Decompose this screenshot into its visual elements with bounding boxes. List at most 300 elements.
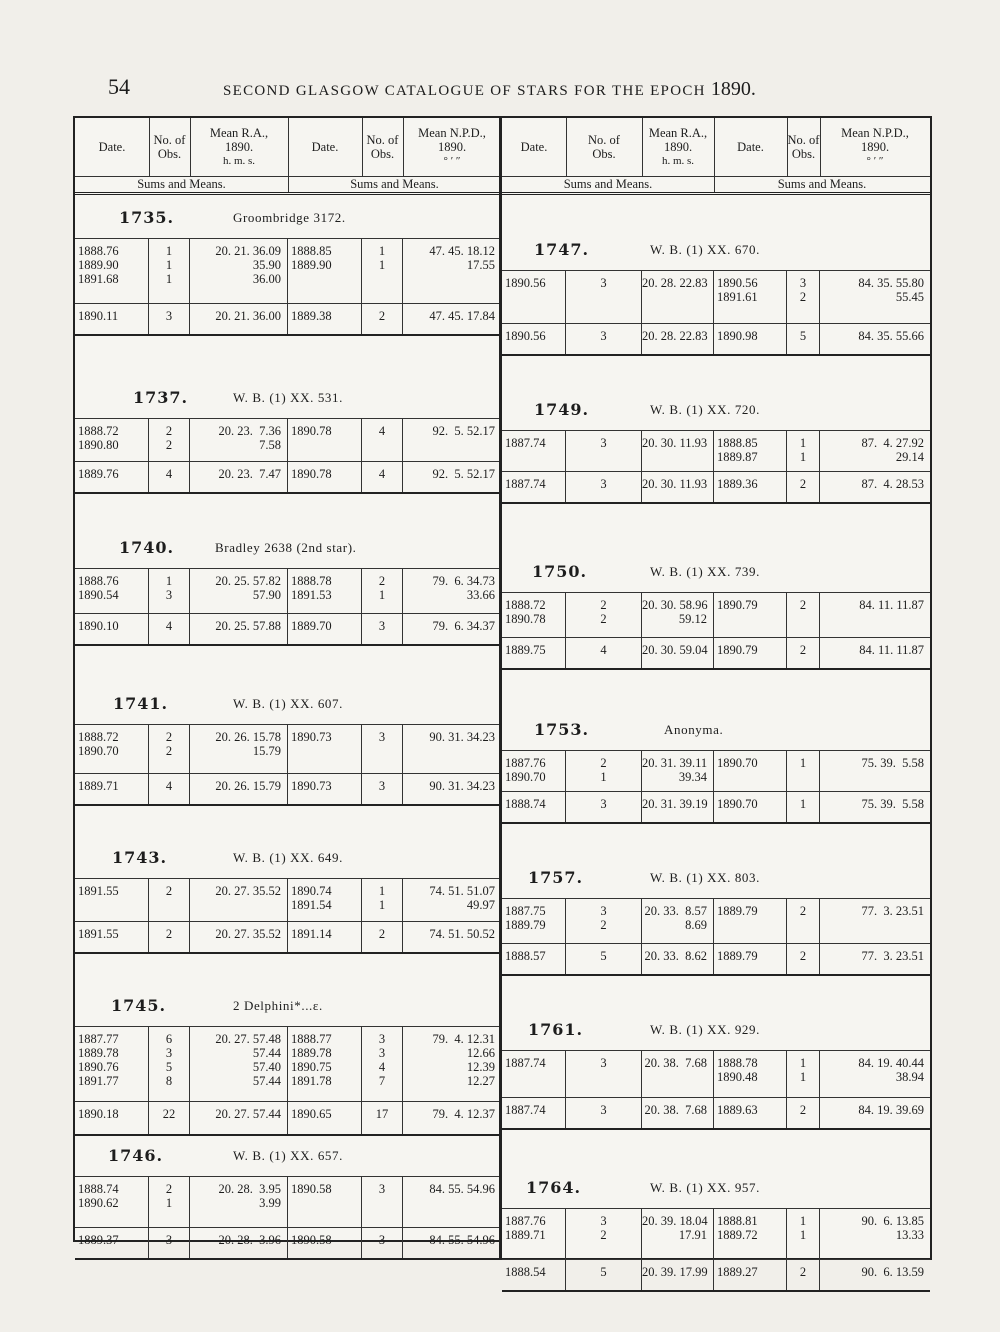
date-cell: 1890.65: [288, 1102, 362, 1134]
date-cell: 1887.76 1889.71: [502, 1209, 566, 1259]
mean-npd-cell: 87. 4. 28.53: [861, 477, 924, 491]
mean-ra-cell: 20. 27. 35.52: [190, 879, 288, 921]
observations-row: [502, 899, 930, 944]
star-entry-title: [75, 840, 501, 872]
date-cell: 1890.73: [288, 774, 362, 804]
date-cell: 1888.81 1889.72: [714, 1209, 787, 1259]
obs-count-cell: 2: [149, 879, 190, 921]
star-number: 1761.: [528, 1020, 584, 1039]
mean-npd-cell: 79. 6. 34.37: [432, 619, 495, 633]
obs-count-cell: 5: [787, 324, 820, 354]
obs-count-cell: 5: [566, 944, 642, 974]
date-cell: 1888.77 1889.78 1890.75 1891.78: [288, 1027, 362, 1101]
star-entry-title: [502, 1012, 930, 1044]
sums-means-row: [502, 324, 930, 354]
obs-count-cell: 3: [566, 431, 642, 471]
sums-means-label: Sums and Means.: [75, 176, 289, 192]
star-number: 1749.: [534, 400, 590, 419]
date-cell: 1890.10: [75, 614, 149, 644]
observation-table: [75, 568, 501, 646]
mean-npd-cell: 79. 6. 34.73 33.66: [432, 574, 495, 602]
sums-means-row: [75, 922, 501, 952]
mean-npd-cell: 47. 45. 18.12 17.55: [429, 244, 495, 272]
obs-count-cell: 2: [787, 472, 820, 502]
obs-count-cell: 4: [362, 462, 403, 492]
star-name: W. B. (1) XX. 720.: [650, 402, 760, 417]
mean-ra-cell: 20. 31. 39.11 39.34: [642, 751, 714, 791]
mean-npd-cell: 77. 3. 23.51: [861, 904, 924, 918]
obs-count-cell: 2 1: [566, 751, 642, 791]
sums-means-row: [75, 1228, 501, 1258]
mean-ra-cell: 20. 27. 35.52: [190, 922, 288, 952]
sums-means-row: [75, 1102, 501, 1134]
star-entry-title: [502, 860, 930, 892]
date-cell: 1888.57: [502, 944, 566, 974]
star-entry-title: [75, 1138, 501, 1170]
date-cell: 1887.74: [502, 431, 566, 471]
obs-count-cell: 3: [149, 1228, 190, 1258]
observations-row: [75, 239, 501, 304]
column-header: [75, 118, 501, 195]
obs-count-cell: 3 3 4 7: [362, 1027, 403, 1101]
obs-count-cell: 6 3 5 8: [149, 1027, 190, 1101]
header-date: [714, 118, 788, 176]
mean-ra-cell: 20. 23. 7.47: [190, 462, 288, 492]
obs-count-cell: 4: [566, 638, 642, 668]
observations-row: [502, 431, 930, 472]
date-cell: 1890.74 1891.54: [288, 879, 362, 921]
date-cell: 1887.74: [502, 1051, 566, 1097]
star-name: W. B. (1) XX. 803.: [650, 870, 760, 885]
header-text: Obs.: [157, 147, 182, 161]
obs-count-cell: 1: [787, 751, 820, 791]
date-cell: 1888.85 1889.87: [714, 431, 787, 471]
header-date: [75, 118, 150, 176]
obs-count-cell: 1 1: [362, 239, 403, 303]
sums-means-label: Sums and Means.: [502, 176, 715, 192]
header-text: ° ′ ″: [443, 155, 461, 167]
obs-count-cell: 2: [362, 304, 403, 334]
observation-table: [502, 1208, 930, 1292]
header-mean-npd: [820, 118, 930, 176]
star-number: 1743.: [112, 848, 168, 867]
date-cell: 1888.74 1890.62: [75, 1177, 149, 1227]
star-entry-title: [75, 380, 501, 412]
observations-row: [75, 569, 501, 614]
star-name: W. B. (1) XX. 649.: [233, 850, 343, 865]
mean-npd-cell: 84. 35. 55.66: [858, 329, 924, 343]
date-cell: 1890.78: [288, 419, 362, 461]
mean-npd-cell: 74. 51. 51.07 49.97: [429, 884, 495, 912]
date-cell: 1890.58: [288, 1177, 362, 1227]
mean-ra-cell: 20. 27. 57.44: [190, 1102, 288, 1134]
star-name: W. B. (1) XX. 929.: [650, 1022, 760, 1037]
sums-means-row: [502, 944, 930, 974]
left-column: [73, 116, 501, 1247]
obs-count-cell: 3: [362, 1228, 403, 1258]
obs-count-cell: 3: [566, 1051, 642, 1097]
star-name: W. B. (1) XX. 531.: [233, 390, 343, 405]
mean-npd-cell: 90. 6. 13.59: [861, 1265, 924, 1279]
obs-count-cell: 1 1: [787, 1209, 820, 1259]
obs-count-cell: 4: [149, 614, 190, 644]
obs-count-cell: 1 3: [149, 569, 190, 613]
mean-npd-cell: 84. 19. 40.44 38.94: [858, 1056, 924, 1084]
obs-count-cell: 2: [787, 899, 820, 943]
obs-count-cell: 3 2: [566, 1209, 642, 1259]
mean-ra-cell: 20. 28. 22.83: [642, 324, 714, 354]
date-cell: 1888.76 1889.90 1891.68: [75, 239, 149, 303]
star-entry-title: [502, 1170, 930, 1202]
header-mean-npd: [403, 118, 501, 176]
mean-ra-cell: 20. 30. 59.04: [642, 638, 714, 668]
date-cell: 1888.85 1889.90: [288, 239, 362, 303]
mean-ra-cell: 20. 21. 36.00: [190, 304, 288, 334]
star-name: W. B. (1) XX. 957.: [650, 1180, 760, 1195]
obs-count-cell: 1: [787, 792, 820, 822]
observations-row: [502, 751, 930, 792]
mean-npd-cell: 84. 55. 54.96: [429, 1233, 495, 1247]
obs-count-cell: 3: [566, 1098, 642, 1128]
observation-table: [75, 418, 501, 494]
star-entry-title: [502, 712, 930, 744]
star-number: 1741.: [113, 694, 169, 713]
header-text: Mean N.P.D.,: [841, 126, 909, 140]
date-cell: 1891.55: [75, 922, 149, 952]
mean-npd-cell: 87. 4. 27.92 29.14: [861, 436, 924, 464]
star-entry-title: [75, 686, 501, 718]
obs-count-cell: 2 2: [149, 725, 190, 773]
header-text: Mean R.A.,: [209, 126, 269, 140]
date-cell: 1888.76 1890.54: [75, 569, 149, 613]
date-cell: 1889.79: [714, 944, 787, 974]
obs-count-cell: 2: [362, 922, 403, 952]
obs-count-cell: 2 1: [149, 1177, 190, 1227]
date-cell: 1891.14: [288, 922, 362, 952]
mean-ra-cell: 20. 33. 8.62: [642, 944, 714, 974]
date-cell: 1890.18: [75, 1102, 149, 1134]
obs-count-cell: 2: [787, 593, 820, 637]
obs-count-cell: 4: [362, 419, 403, 461]
header-obs: [362, 118, 404, 176]
obs-count-cell: 1 1 1: [149, 239, 190, 303]
obs-count-cell: 2: [787, 1260, 820, 1290]
date-cell: 1887.74: [502, 472, 566, 502]
header-text: ° ′ ″: [866, 155, 884, 167]
observations-row: [75, 1027, 501, 1102]
mean-ra-cell: 20. 23. 7.36 7.58: [190, 419, 288, 461]
obs-count-cell: 2 2: [149, 419, 190, 461]
mean-npd-cell: 79. 4. 12.31 12.66 12.39 12.27: [432, 1032, 495, 1088]
star-entry-title: [75, 200, 501, 232]
header-text: Obs.: [370, 147, 395, 161]
date-cell: 1890.70: [714, 751, 787, 791]
column-header: [502, 118, 930, 195]
obs-count-cell: 3: [362, 774, 403, 804]
star-number: 1757.: [528, 868, 584, 887]
mean-ra-cell: 20. 39. 17.99: [642, 1260, 714, 1290]
header-text: No. of: [153, 133, 186, 147]
mean-npd-cell: 90. 31. 34.23: [429, 779, 495, 793]
date-cell: 1890.11: [75, 304, 149, 334]
star-name: W. B. (1) XX. 739.: [650, 564, 760, 579]
star-number: 1764.: [526, 1178, 582, 1197]
star-name: W. B. (1) XX. 657.: [233, 1148, 343, 1163]
date-cell: 1890.70: [714, 792, 787, 822]
date-cell: 1888.72 1890.80: [75, 419, 149, 461]
header-text: No. of: [588, 133, 620, 147]
date-cell: 1890.56: [502, 324, 566, 354]
observations-row: [502, 271, 930, 324]
mean-ra-cell: 20. 25. 57.82 57.90: [190, 569, 288, 613]
star-entry-title: [75, 530, 501, 562]
date-cell: 1889.75: [502, 638, 566, 668]
sums-means-row: [502, 1098, 930, 1128]
mean-ra-cell: 20. 30. 58.96 59.12: [642, 593, 714, 637]
star-name: Groombridge 3172.: [233, 210, 346, 225]
date-cell: 1890.78: [288, 462, 362, 492]
date-cell: 1889.71: [75, 774, 149, 804]
header-text: Date.: [98, 140, 126, 154]
date-cell: 1890.79: [714, 593, 787, 637]
obs-count-cell: 1 1: [787, 1051, 820, 1097]
header-obs: [149, 118, 191, 176]
mean-ra-cell: 20. 28. 3.95 3.99: [190, 1177, 288, 1227]
date-cell: 1888.54: [502, 1260, 566, 1290]
sums-means-row: [502, 638, 930, 668]
header-text: 1890.: [224, 140, 254, 154]
observation-table: [502, 430, 930, 504]
date-cell: 1889.76: [75, 462, 149, 492]
date-cell: 1889.79: [714, 899, 787, 943]
date-cell: 1889.36: [714, 472, 787, 502]
obs-count-cell: 3 2: [787, 271, 820, 323]
date-cell: 1890.56: [502, 271, 566, 323]
obs-count-cell: 3: [149, 304, 190, 334]
date-cell: 1889.70: [288, 614, 362, 644]
mean-npd-cell: 92. 5. 52.17: [432, 467, 495, 481]
observation-table: [75, 724, 501, 806]
star-number: 1750.: [532, 562, 588, 581]
obs-count-cell: 3 2: [566, 899, 642, 943]
page-header: [108, 70, 808, 110]
date-cell: 1887.77 1889.78 1890.76 1891.77: [75, 1027, 149, 1101]
sums-means-row: [502, 472, 930, 502]
header-text: Mean R.A.,: [648, 126, 708, 140]
sums-means-row: [75, 774, 501, 804]
star-number: 1745.: [111, 996, 167, 1015]
mean-npd-cell: 84. 35. 55.80 55.45: [858, 276, 924, 304]
mean-ra-cell: 20. 39. 18.04 17.91: [642, 1209, 714, 1259]
header-text: Date.: [520, 140, 548, 154]
star-name: W. B. (1) XX. 670.: [650, 242, 760, 257]
date-cell: 1887.74: [502, 1098, 566, 1128]
date-cell: 1888.72 1890.78: [502, 593, 566, 637]
star-name: W. B. (1) XX. 607.: [233, 696, 343, 711]
sums-means-row: [75, 462, 501, 492]
mean-ra-cell: 20. 28. 22.83: [642, 271, 714, 323]
obs-count-cell: 3: [566, 271, 642, 323]
obs-count-cell: 4: [149, 462, 190, 492]
observation-table: [502, 1050, 930, 1130]
date-cell: 1888.78 1890.48: [714, 1051, 787, 1097]
mean-npd-cell: 75. 39. 5.58: [861, 797, 924, 811]
date-cell: 1890.56 1891.61: [714, 271, 787, 323]
sums-means-row: [75, 614, 501, 644]
obs-count-cell: 3: [362, 725, 403, 773]
date-cell: 1890.58: [288, 1228, 362, 1258]
obs-count-cell: 3: [566, 324, 642, 354]
obs-count-cell: 3: [566, 472, 642, 502]
observations-row: [75, 879, 501, 922]
date-cell: 1889.37: [75, 1228, 149, 1258]
observations-row: [502, 1209, 930, 1260]
star-entry-title: [502, 232, 930, 264]
obs-count-cell: 2: [787, 944, 820, 974]
date-cell: 1889.38: [288, 304, 362, 334]
mean-ra-cell: 20. 33. 8.57 8.69: [642, 899, 714, 943]
header-text: 1890.: [437, 140, 467, 154]
mean-npd-cell: 84. 19. 39.69: [858, 1103, 924, 1117]
page-number: 54: [108, 74, 130, 99]
header-text: Obs.: [592, 147, 616, 161]
header-text: Date.: [311, 140, 339, 154]
obs-count-cell: 2: [787, 638, 820, 668]
page-title: SECOND GLASGOW CATALOGUE OF STARS FOR THE EPOCH 1890.: [223, 78, 756, 100]
obs-count-cell: 3: [362, 614, 403, 644]
observations-row: [75, 725, 501, 774]
observations-row: [502, 1051, 930, 1098]
date-cell: 1890.73: [288, 725, 362, 773]
date-cell: 1887.76 1890.70: [502, 751, 566, 791]
star-number: 1747.: [534, 240, 590, 259]
star-number: 1753.: [534, 720, 590, 739]
star-entry-title: [502, 554, 930, 586]
header-date: [288, 118, 363, 176]
observation-table: [502, 750, 930, 824]
mean-npd-cell: 90. 6. 13.85 13.33: [861, 1214, 924, 1242]
observations-row: [75, 419, 501, 462]
mean-ra-cell: 20. 26. 15.79: [190, 774, 288, 804]
header-obs: [787, 118, 821, 176]
header-text: Mean N.P.D.,: [418, 126, 486, 140]
observation-table: [75, 878, 501, 954]
sums-means-row: [502, 1260, 930, 1290]
sums-means-label: Sums and Means.: [714, 176, 930, 192]
date-cell: 1889.27: [714, 1260, 787, 1290]
observation-table: [502, 898, 930, 976]
star-number: 1737.: [133, 388, 189, 407]
star-entry-title: [502, 392, 930, 424]
star-number: 1746.: [108, 1146, 164, 1165]
obs-count-cell: 2: [787, 1098, 820, 1128]
mean-ra-cell: 20. 27. 57.48 57.44 57.40 57.44: [190, 1027, 288, 1101]
obs-count-cell: 3: [362, 1177, 403, 1227]
mean-ra-cell: 20. 21. 36.09 35.90 36.00: [190, 239, 288, 303]
observations-row: [75, 1177, 501, 1228]
mean-ra-cell: 20. 28. 3.96: [190, 1228, 288, 1258]
date-cell: 1888.72 1890.70: [75, 725, 149, 773]
header-text: Date.: [737, 140, 764, 154]
obs-count-cell: 22: [149, 1102, 190, 1134]
mean-ra-cell: 20. 30. 11.93: [642, 431, 714, 471]
obs-count-cell: 3: [566, 792, 642, 822]
mean-ra-cell: 20. 31. 39.19: [642, 792, 714, 822]
obs-count-cell: 5: [566, 1260, 642, 1290]
obs-count-cell: 17: [362, 1102, 403, 1134]
obs-count-cell: 2 2: [566, 593, 642, 637]
mean-ra-cell: 20. 38. 7.68: [642, 1098, 714, 1128]
header-mean-ra: [190, 118, 289, 176]
observation-table: [75, 1176, 501, 1260]
obs-count-cell: 1 1: [362, 879, 403, 921]
sums-means-label: Sums and Means.: [288, 176, 501, 192]
star-entry-title: [75, 988, 501, 1020]
right-column: [499, 116, 932, 1279]
header-date: [502, 118, 567, 176]
header-text: 1890.: [860, 140, 890, 154]
mean-npd-cell: 77. 3. 23.51: [861, 949, 924, 963]
mean-ra-cell: 20. 38. 7.68: [642, 1051, 714, 1097]
date-cell: 1890.79: [714, 638, 787, 668]
observations-row: [502, 593, 930, 638]
date-cell: 1891.55: [75, 879, 149, 921]
mean-npd-cell: 74. 51. 50.52: [429, 927, 495, 941]
mean-ra-cell: 20. 25. 57.88: [190, 614, 288, 644]
mean-npd-cell: 92. 5. 52.17: [432, 424, 495, 438]
star-number: 1740.: [119, 538, 175, 557]
star-number: 1735.: [119, 208, 175, 227]
mean-npd-cell: 84. 11. 11.87: [859, 598, 924, 612]
header-text: 1890.: [663, 140, 693, 154]
star-name: Anonyma.: [664, 722, 724, 737]
header-text: No. of: [787, 133, 820, 147]
date-cell: 1889.63: [714, 1098, 787, 1128]
observation-table: [502, 592, 930, 670]
star-name: 2 Delphini*...ε.: [233, 998, 323, 1013]
mean-ra-cell: 20. 26. 15.78 15.79: [190, 725, 288, 773]
mean-npd-cell: 47. 45. 17.84: [429, 309, 495, 323]
header-text: Obs.: [791, 147, 816, 161]
date-cell: 1888.78 1891.53: [288, 569, 362, 613]
sums-means-row: [75, 304, 501, 334]
obs-count-cell: 2 1: [362, 569, 403, 613]
header-mean-ra: [642, 118, 715, 176]
header-obs: [566, 118, 643, 176]
header-text: h. m. s.: [222, 155, 256, 167]
epoch-year: 1890.: [710, 78, 756, 100]
header-text: No. of: [366, 133, 399, 147]
sums-means-row: [502, 792, 930, 822]
mean-npd-cell: 84. 11. 11.87: [859, 643, 924, 657]
mean-ra-cell: 20. 30. 11.93: [642, 472, 714, 502]
mean-npd-cell: 79. 4. 12.37: [432, 1107, 495, 1121]
header-text: h. m. s.: [661, 155, 695, 167]
obs-count-cell: 4: [149, 774, 190, 804]
obs-count-cell: 1 1: [787, 431, 820, 471]
star-name: Bradley 2638 (2nd star).: [215, 540, 357, 555]
observation-table: [502, 270, 930, 356]
obs-count-cell: 2: [149, 922, 190, 952]
observation-table: [75, 238, 501, 336]
date-cell: 1890.98: [714, 324, 787, 354]
mean-npd-cell: 75. 39. 5.58: [861, 756, 924, 770]
observation-table: [75, 1026, 501, 1136]
date-cell: 1887.75 1889.79: [502, 899, 566, 943]
mean-npd-cell: 84. 55. 54.96: [429, 1182, 495, 1196]
date-cell: 1888.74: [502, 792, 566, 822]
mean-npd-cell: 90. 31. 34.23: [429, 730, 495, 744]
